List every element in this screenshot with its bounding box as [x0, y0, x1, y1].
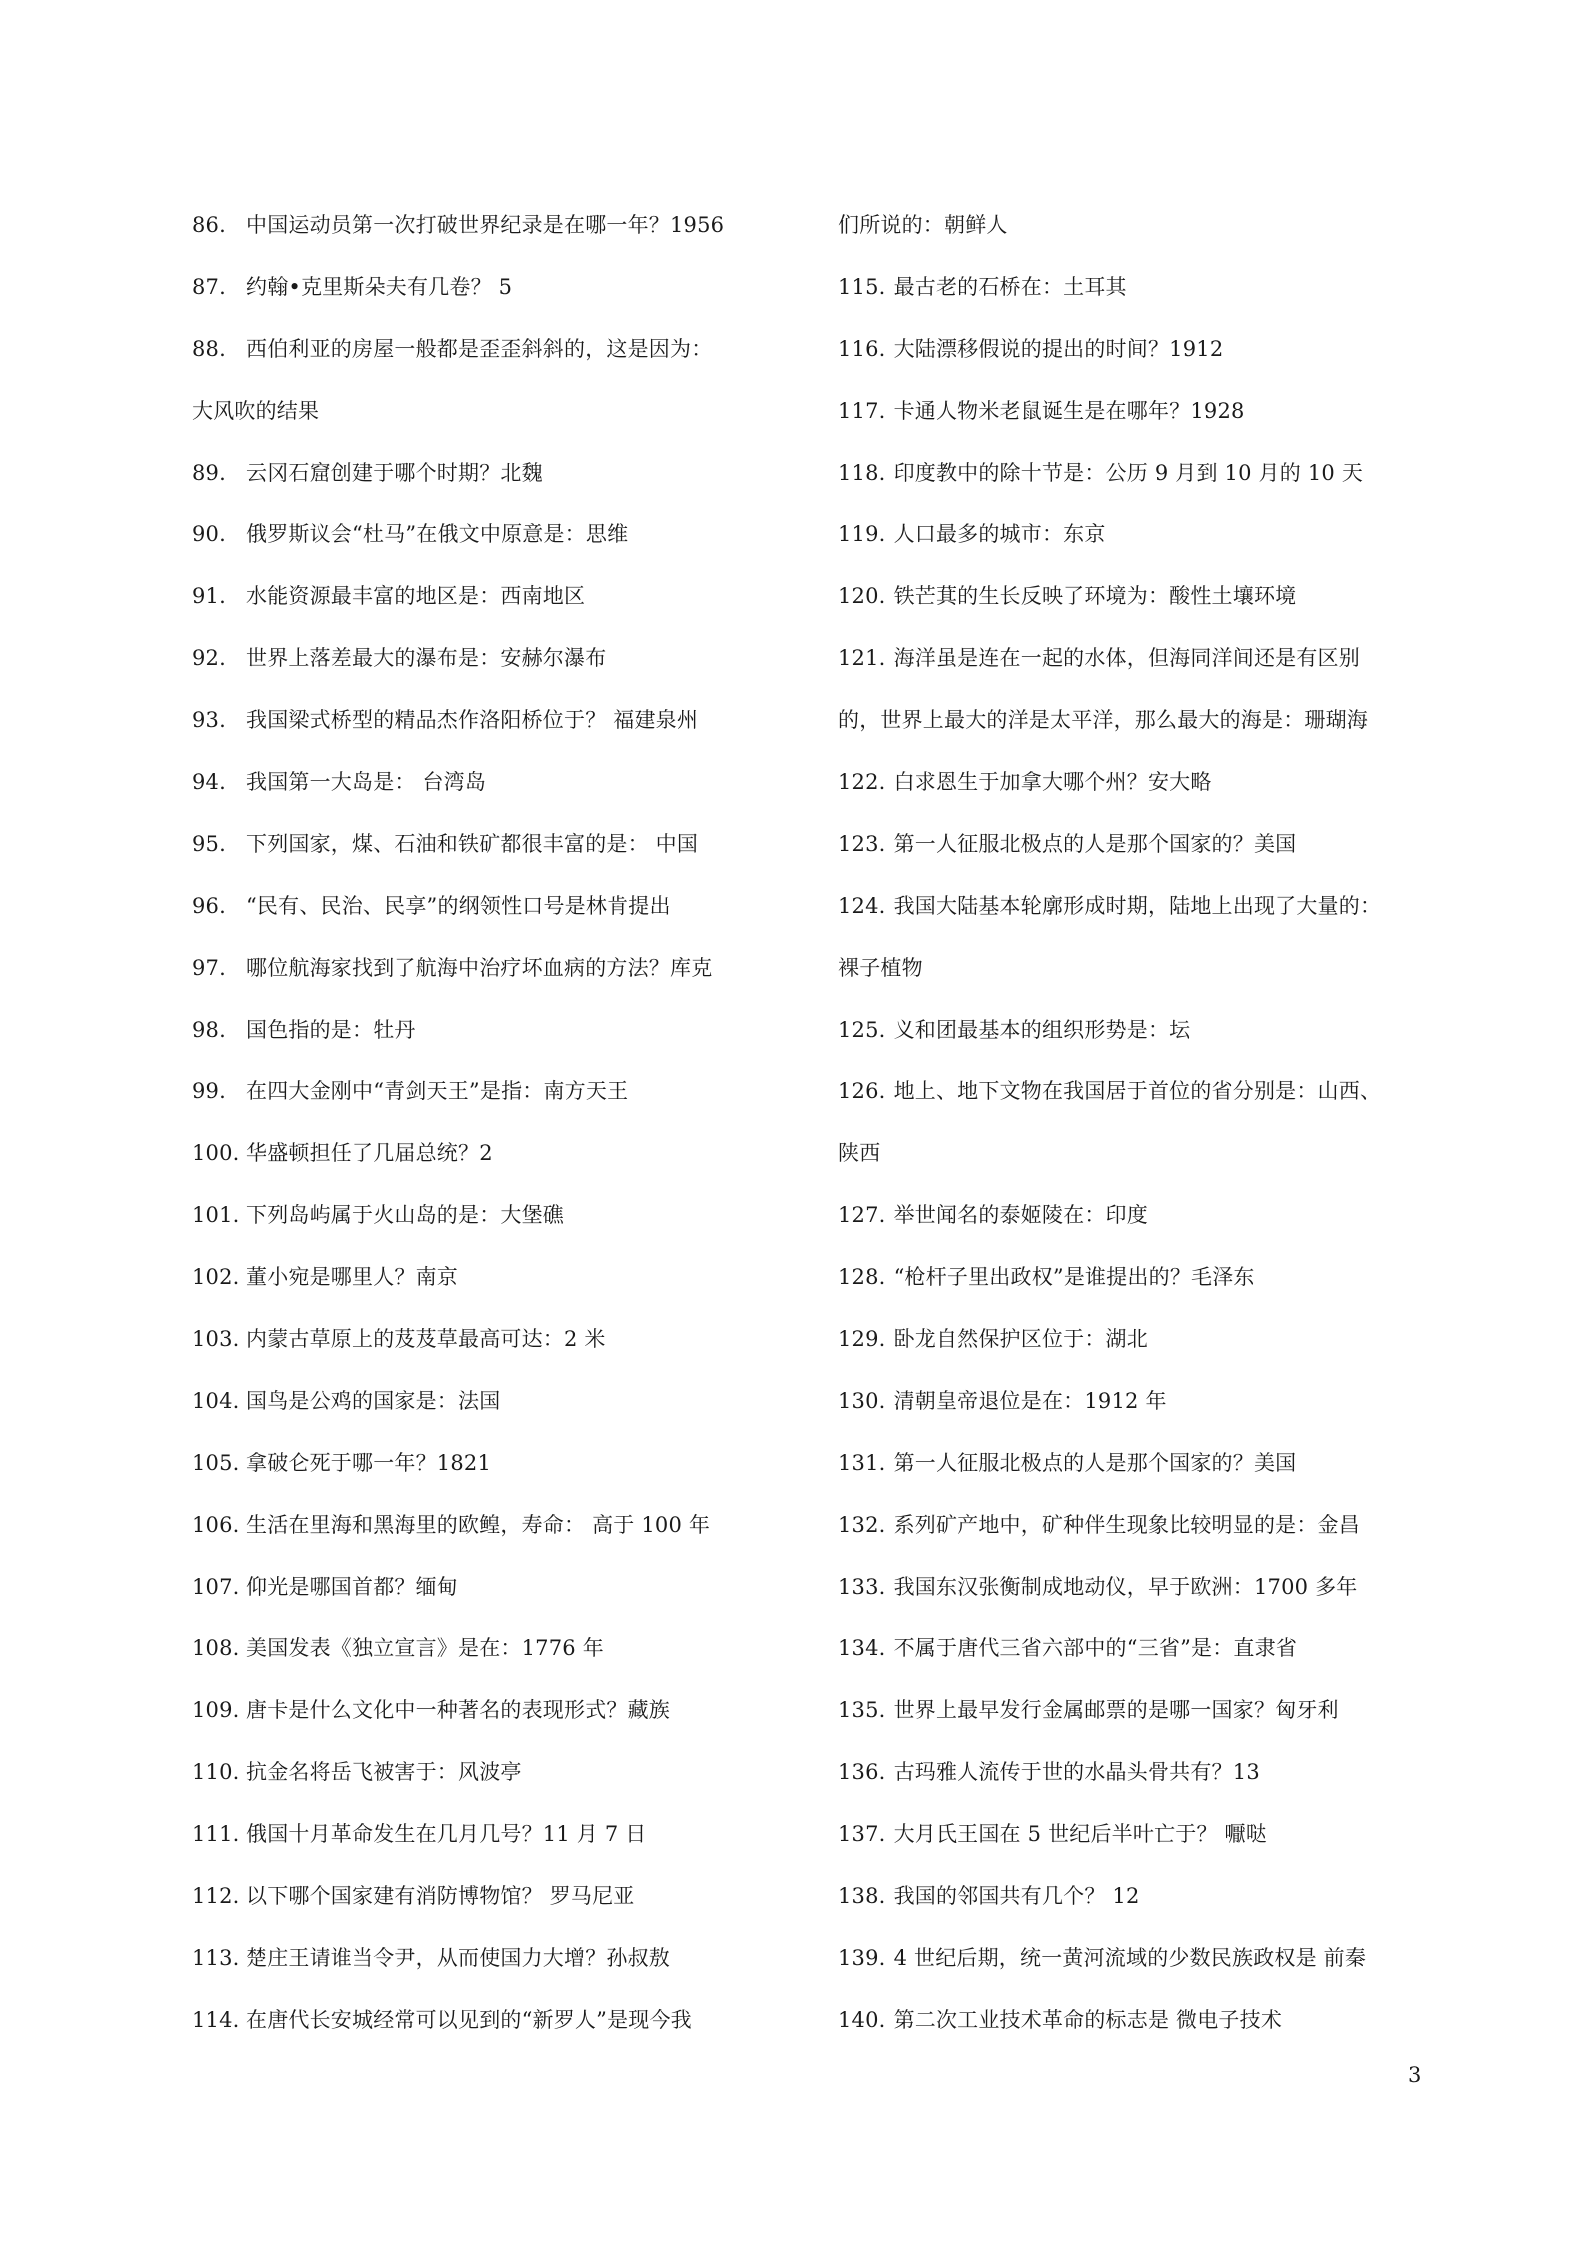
question-text: 裸子植物 — [838, 955, 923, 980]
question-text: 美国发表《独立宣言》是在：1776 年 — [246, 1636, 604, 1661]
question-text: 卧龙自然保护区位于：湖北 — [893, 1327, 1148, 1352]
question-number: 100. — [192, 1141, 240, 1166]
question-line — [192, 824, 812, 886]
question-text: 下列国家，煤、石油和铁矿都很丰富的是： 中国 — [246, 831, 699, 856]
question-line — [192, 1876, 812, 1938]
question-text: 世界上最早发行金属邮票的是哪一国家？匈牙利 — [893, 1698, 1339, 1723]
question-text: 仰光是哪国首都？缅甸 — [246, 1574, 458, 1599]
question-line — [838, 1010, 1458, 1072]
question-line — [838, 1257, 1458, 1319]
question-number: 93. — [192, 708, 226, 733]
question-number: 120. — [838, 584, 886, 609]
question-text: 唐卡是什么文化中一种著名的表现形式？藏族 — [246, 1698, 670, 1723]
question-number: 125. — [838, 1017, 886, 1042]
question-continuation-line — [838, 1133, 1458, 1195]
question-number: 98. — [192, 1017, 226, 1042]
question-number: 110. — [192, 1760, 240, 1785]
question-number: 126. — [838, 1079, 886, 1104]
question-text: 在唐代长安城经常可以见到的“新罗人”是现今我 — [246, 2007, 692, 2032]
question-text: 举世闻名的泰姬陵在：印度 — [893, 1203, 1148, 1228]
question-text: 俄罗斯议会“杜马”在俄文中原意是：思维 — [246, 522, 629, 547]
question-number: 124. — [838, 893, 886, 918]
question-line — [192, 329, 812, 391]
question-number: 95. — [192, 831, 226, 856]
question-text: 地上、地下文物在我国居于首位的省分别是：山西、 — [893, 1079, 1382, 1104]
question-line — [192, 267, 812, 329]
question-number: 130. — [838, 1388, 886, 1413]
question-text: 俄国十月革命发生在几月几号？11 月 7 日 — [246, 1822, 647, 1847]
question-number: 92. — [192, 646, 226, 671]
question-line — [192, 1628, 812, 1690]
question-number: 90. — [192, 522, 226, 547]
question-line — [192, 1195, 812, 1257]
question-text: 清朝皇帝退位是在：1912 年 — [893, 1388, 1167, 1413]
question-text: 海洋虽是连在一起的水体，但海同洋间还是有区别 — [893, 646, 1360, 671]
question-line — [838, 886, 1458, 948]
question-number: 103. — [192, 1327, 240, 1352]
question-number: 132. — [838, 1512, 886, 1537]
question-number: 91. — [192, 584, 226, 609]
question-text: 陕西 — [838, 1141, 881, 1166]
question-continuation-line — [838, 700, 1458, 762]
question-line — [192, 1443, 812, 1505]
question-number: 89. — [192, 460, 226, 485]
question-text: 第二次工业技术革命的标志是 微电子技术 — [893, 2007, 1283, 2032]
question-text: 拿破仑死于哪一年？1821 — [246, 1450, 492, 1475]
question-text: 大月氏王国在 5 世纪后半叶亡于？ 嚈哒 — [893, 1822, 1267, 1847]
question-line — [838, 1071, 1458, 1133]
question-text: 义和团最基本的组织形势是：坛 — [893, 1017, 1191, 1042]
question-text: 白求恩生于加拿大哪个州？安大略 — [893, 770, 1212, 795]
question-text: 在四大金刚中“青剑天王”是指：南方天王 — [246, 1079, 629, 1104]
question-text: 生活在里海和黑海里的欧鳇，寿命： 高于 100 年 — [246, 1512, 711, 1537]
question-text: 华盛顿担任了几届总统？2 — [246, 1141, 493, 1166]
question-number: 114. — [192, 2007, 240, 2032]
question-number: 108. — [192, 1636, 240, 1661]
question-number: 113. — [192, 1945, 240, 1970]
question-text: 铁芒萁的生长反映了环境为：酸性土壤环境 — [893, 584, 1297, 609]
question-text: 大陆漂移假说的提出的时间？1912 — [893, 336, 1224, 361]
question-number: 87. — [192, 274, 226, 299]
question-number: 136. — [838, 1760, 886, 1785]
question-line — [192, 762, 812, 824]
question-line — [838, 1752, 1458, 1814]
question-line — [192, 948, 812, 1010]
question-continuation-line — [838, 948, 1458, 1010]
question-line — [838, 576, 1458, 638]
question-text: 们所说的：朝鲜人 — [838, 213, 1008, 237]
question-number: 131. — [838, 1450, 886, 1475]
question-number: 139. — [838, 1945, 886, 1970]
question-number: 133. — [838, 1574, 886, 1599]
question-text: 抗金名将岳飞被害于：风波亭 — [246, 1760, 522, 1785]
question-text: 大风吹的结果 — [192, 398, 320, 423]
question-line — [192, 1505, 812, 1567]
question-text: 以下哪个国家建有消防博物馆？ 罗马尼亚 — [246, 1884, 635, 1909]
question-number: 104. — [192, 1388, 240, 1413]
question-line — [192, 205, 812, 267]
question-line — [192, 638, 812, 700]
question-number: 86. — [192, 213, 226, 237]
question-text: 卡通人物米老鼠诞生是在哪年？1928 — [893, 398, 1245, 423]
question-line — [192, 576, 812, 638]
question-number: 127. — [838, 1203, 886, 1228]
question-text: 西伯利亚的房屋一般都是歪歪斜斜的，这是因为： — [246, 336, 713, 361]
question-line — [192, 2000, 812, 2062]
question-line — [838, 329, 1458, 391]
question-line — [192, 453, 812, 515]
question-number: 111. — [192, 1822, 240, 1847]
question-number: 140. — [838, 2007, 886, 2032]
question-line — [192, 1690, 812, 1752]
question-text: 世界上落差最大的瀑布是：安赫尔瀑布 — [246, 646, 607, 671]
question-number: 116. — [838, 336, 886, 361]
question-line — [838, 638, 1458, 700]
left-column — [192, 205, 812, 2062]
question-number: 102. — [192, 1265, 240, 1290]
question-line — [192, 1071, 812, 1133]
question-line — [838, 1505, 1458, 1567]
question-text: 我国大陆基本轮廓形成时期，陆地上出现了大量的： — [893, 893, 1382, 918]
question-number: 105. — [192, 1450, 240, 1475]
question-line — [192, 1567, 812, 1629]
question-number: 115. — [838, 274, 886, 299]
question-text: 系列矿产地中，矿种伴生现象比较明显的是：金昌 — [893, 1512, 1360, 1537]
question-number: 107. — [192, 1574, 240, 1599]
question-text: 印度教中的除十节是：公历 9 月到 10 月的 10 天 — [893, 460, 1364, 485]
question-text: 国鸟是公鸡的国家是：法国 — [246, 1388, 501, 1413]
question-line — [838, 514, 1458, 576]
question-number: 109. — [192, 1698, 240, 1723]
question-text: 人口最多的城市：东京 — [893, 522, 1106, 547]
question-number: 117. — [838, 398, 886, 423]
question-line — [192, 1381, 812, 1443]
question-number: 88. — [192, 336, 226, 361]
question-number: 134. — [838, 1636, 886, 1661]
question-text: 我国梁式桥型的精品杰作洛阳桥位于？ 福建泉州 — [246, 708, 699, 733]
question-continuation-line — [192, 391, 812, 453]
question-number: 138. — [838, 1884, 886, 1909]
question-line — [838, 1628, 1458, 1690]
question-line — [192, 1752, 812, 1814]
question-number: 96. — [192, 893, 226, 918]
question-text: 下列岛屿属于火山岛的是：大堡礁 — [246, 1203, 564, 1228]
question-text: 最古老的石桥在：土耳其 — [893, 274, 1127, 299]
question-line — [838, 391, 1458, 453]
question-line — [838, 267, 1458, 329]
question-line — [838, 762, 1458, 824]
question-number: 97. — [192, 955, 226, 980]
question-line — [838, 2000, 1458, 2062]
question-line — [838, 453, 1458, 515]
page-number: 3 — [1408, 2063, 1422, 2087]
question-text: 楚庄王请谁当令尹，从而使国力大增？孙叔敖 — [246, 1945, 670, 1970]
question-line — [838, 1814, 1458, 1876]
question-number: 94. — [192, 770, 226, 795]
question-number: 112. — [192, 1884, 240, 1909]
question-text: 内蒙古草原上的芨芨草最高可达：2 米 — [246, 1327, 606, 1352]
question-number: 101. — [192, 1203, 240, 1228]
question-line — [192, 1938, 812, 2000]
question-text: 水能资源最丰富的地区是：西南地区 — [246, 584, 586, 609]
question-text: “枪杆子里出政权”是谁提出的？毛泽东 — [893, 1265, 1255, 1290]
question-line — [192, 1319, 812, 1381]
question-number: 129. — [838, 1327, 886, 1352]
question-text: 古玛雅人流传于世的水晶头骨共有？13 — [893, 1760, 1260, 1785]
question-number: 137. — [838, 1822, 886, 1847]
question-line — [838, 1938, 1458, 2000]
question-text: 约翰•克里斯朵夫有几卷？ 5 — [246, 274, 513, 299]
question-line — [838, 1876, 1458, 1938]
question-number: 118. — [838, 460, 886, 485]
question-text: 国色指的是：牡丹 — [246, 1017, 416, 1042]
question-text: 的，世界上最大的洋是太平洋，那么最大的海是：珊瑚海 — [838, 708, 1368, 733]
question-text: 我国的邻国共有几个？ 12 — [893, 1884, 1140, 1909]
question-number: 123. — [838, 831, 886, 856]
question-line — [192, 514, 812, 576]
question-number: 135. — [838, 1698, 886, 1723]
right-column — [838, 205, 1458, 2062]
question-line — [192, 1257, 812, 1319]
question-text: 我国第一大岛是： 台湾岛 — [246, 770, 487, 795]
question-line — [838, 1195, 1458, 1257]
question-number: 119. — [838, 522, 886, 547]
question-line — [838, 1567, 1458, 1629]
question-line — [192, 886, 812, 948]
question-line — [838, 824, 1458, 886]
question-line — [838, 1381, 1458, 1443]
question-number: 122. — [838, 770, 886, 795]
question-text: 中国运动员第一次打破世界纪录是在哪一年？1956 — [246, 213, 725, 237]
question-line — [838, 1319, 1458, 1381]
question-text: 哪位航海家找到了航海中治疗坏血病的方法？库克 — [246, 955, 713, 980]
question-line — [838, 1690, 1458, 1752]
question-text: 我国东汉张衡制成地动仪，早于欧洲：1700 多年 — [893, 1574, 1358, 1599]
question-number: 99. — [192, 1079, 226, 1104]
question-number: 121. — [838, 646, 886, 671]
question-text: 云冈石窟创建于哪个时期？北魏 — [246, 460, 543, 485]
question-text: 4 世纪后期，统一黄河流域的少数民族政权是 前秦 — [893, 1945, 1367, 1970]
question-continuation-line — [838, 205, 1458, 267]
question-text: 第一人征服北极点的人是那个国家的？美国 — [893, 831, 1297, 856]
question-number: 128. — [838, 1265, 886, 1290]
question-line — [838, 1443, 1458, 1505]
question-line — [192, 1010, 812, 1072]
question-text: 董小宛是哪里人？南京 — [246, 1265, 458, 1290]
question-number: 106. — [192, 1512, 240, 1537]
question-text: “民有、民治、民享”的纲领性口号是林肯提出 — [246, 893, 671, 918]
question-line — [192, 1814, 812, 1876]
question-text: 不属于唐代三省六部中的“三省”是：直隶省 — [893, 1636, 1298, 1661]
question-line — [192, 700, 812, 762]
question-text: 第一人征服北极点的人是那个国家的？美国 — [893, 1450, 1297, 1475]
question-line — [192, 1133, 812, 1195]
